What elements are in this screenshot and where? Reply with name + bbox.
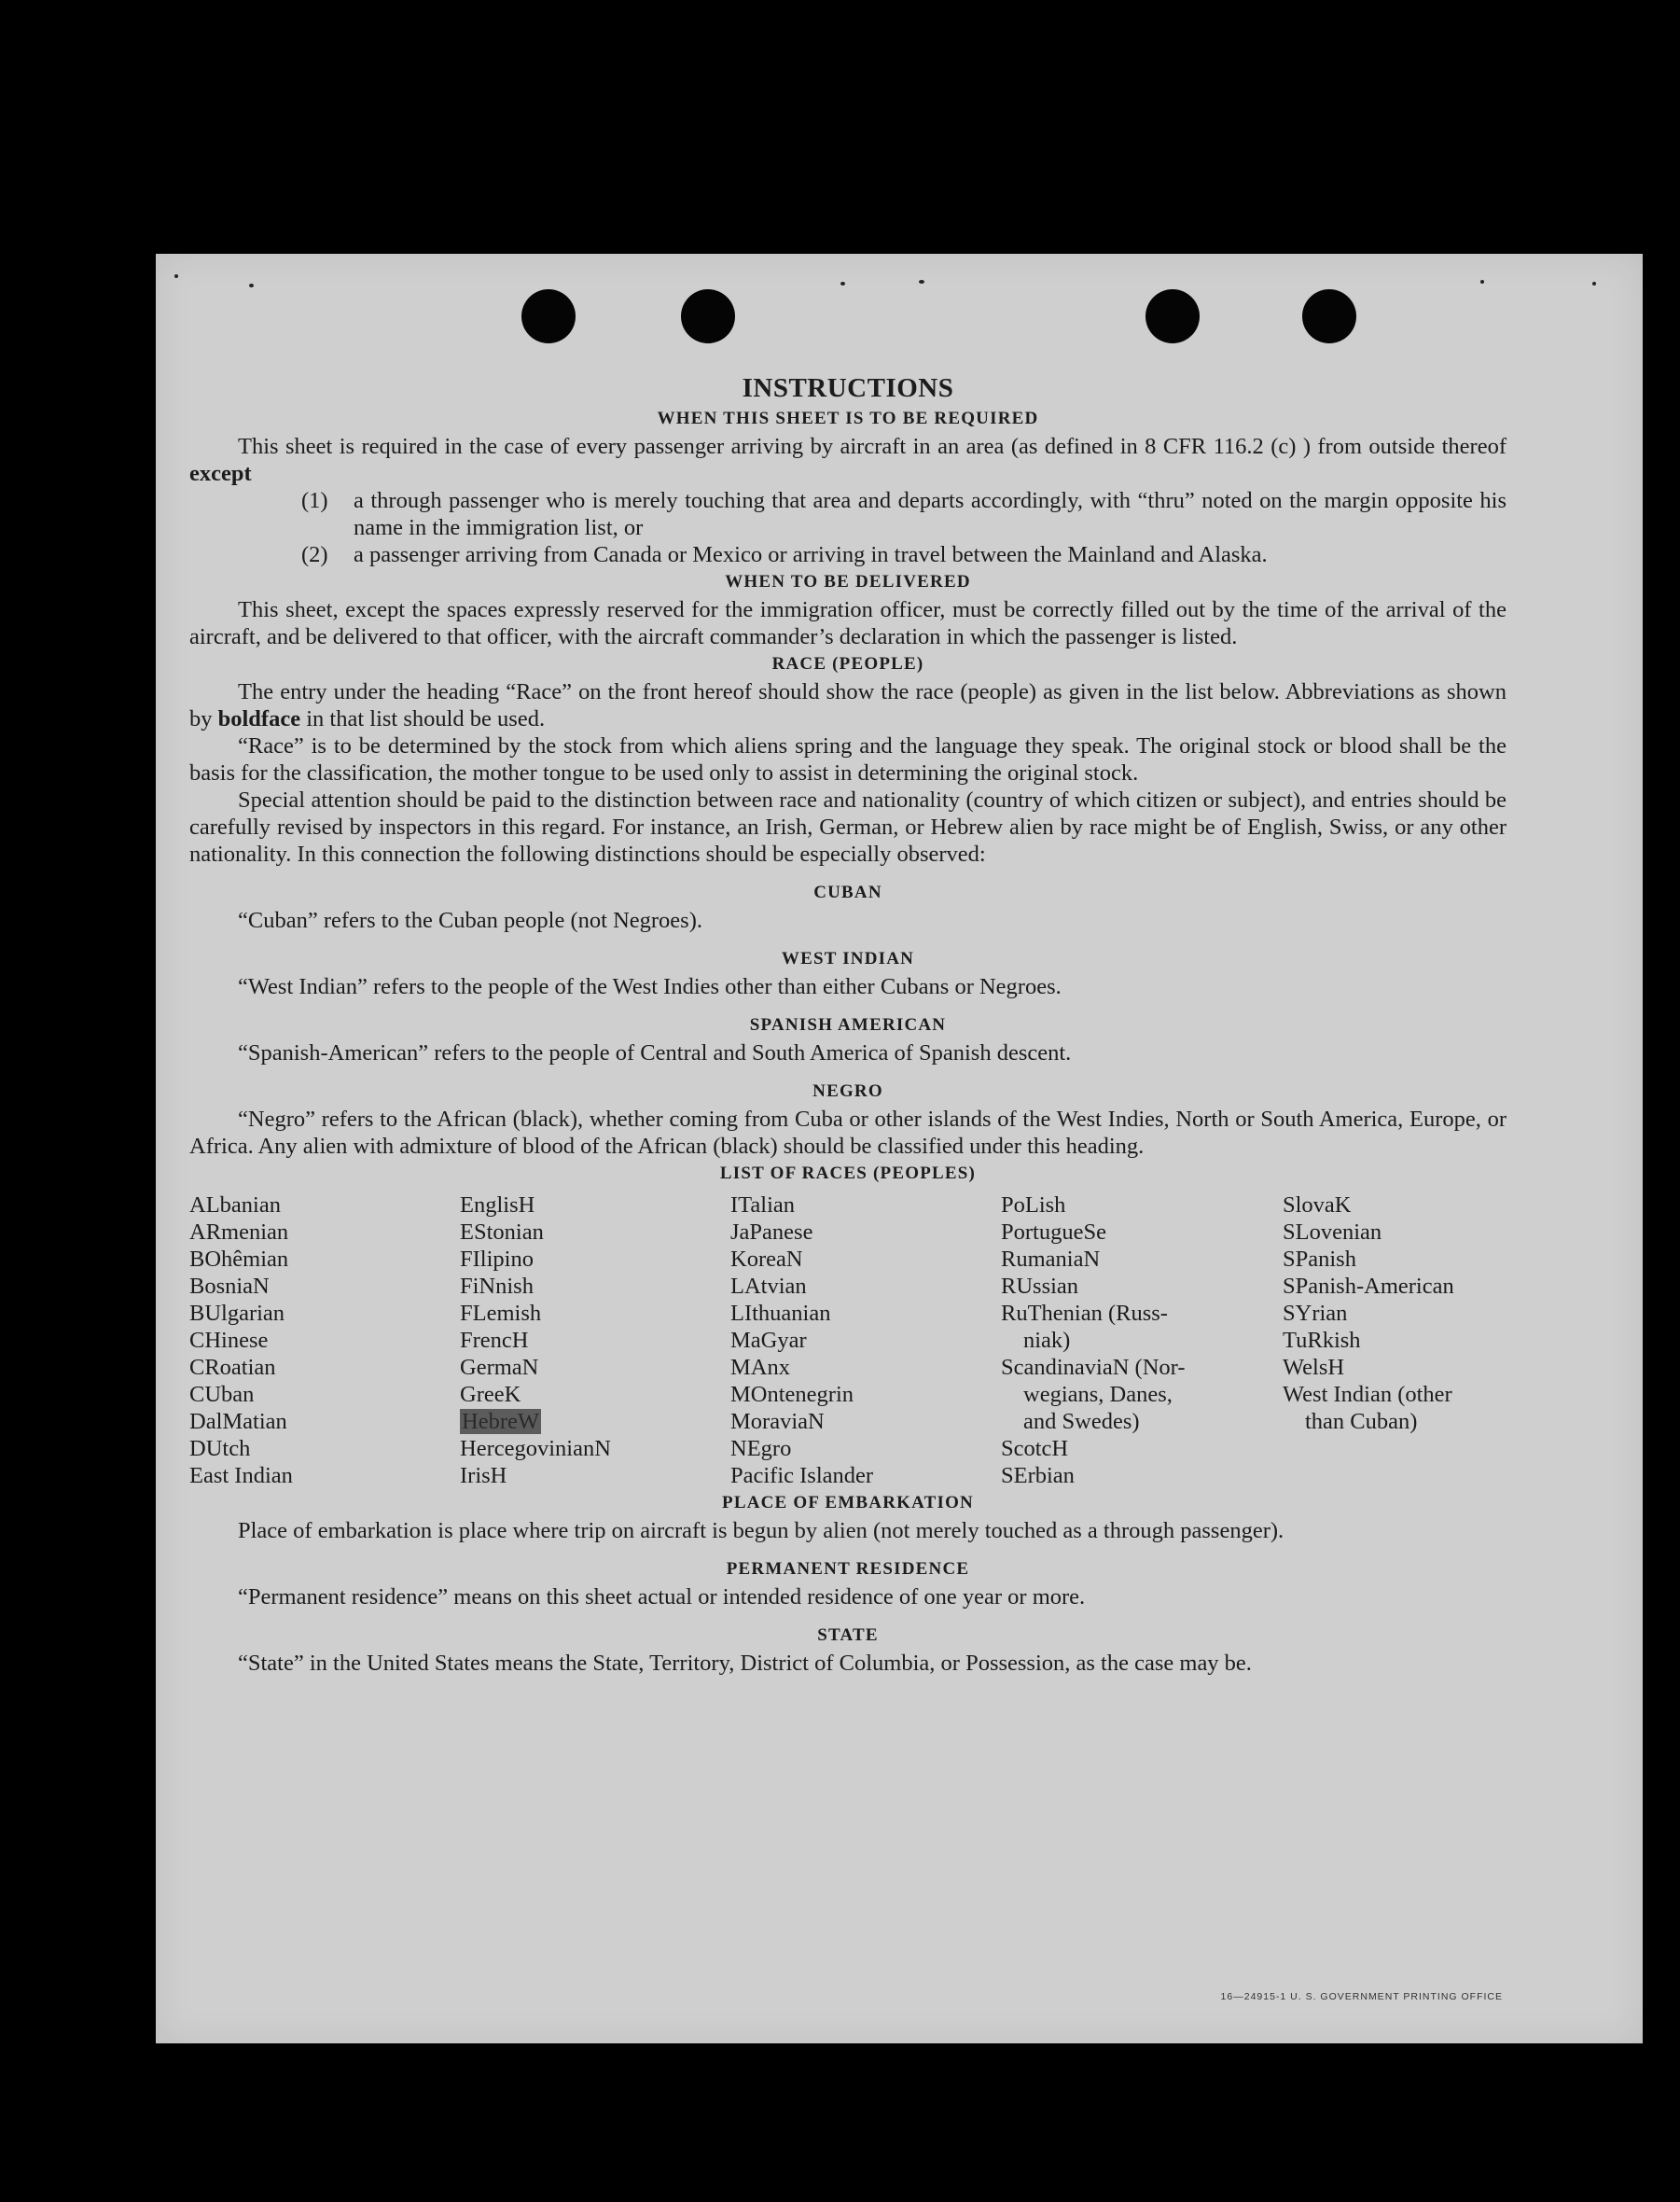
- section-heading: PLACE OF EMBARKATION: [722, 1493, 974, 1512]
- paragraph: “Race” is to be determined by the stock from which aliens spring and the language they speak. The original stock or blood shall be the basis for the classification, the mother tongue to be used only to assist in determining the original stock.: [189, 733, 1506, 786]
- punch-hole: [521, 289, 576, 343]
- item-number: (2): [301, 542, 328, 567]
- race-entry: RumaniaN: [1001, 1247, 1101, 1272]
- speck: [919, 280, 924, 284]
- race-entry: MaGyar: [730, 1328, 807, 1353]
- item-text: a through passenger who is merely touching that area and departs accordingly, with “thru” noted on the margin opposite his name in the immigration list, or: [354, 488, 1506, 540]
- section-heading: CUBAN: [813, 883, 882, 902]
- race-entry: East Indian: [189, 1463, 293, 1488]
- speck: [840, 282, 845, 286]
- paragraph-text: in that list should be used.: [306, 706, 546, 732]
- race-entry: MoraviaN: [730, 1409, 825, 1434]
- race-entry: IrisH: [460, 1463, 507, 1488]
- item-number: (1): [301, 488, 328, 513]
- race-entry: SPanish-American: [1283, 1274, 1454, 1299]
- paragraph: Special attention should be paid to the distinction between race and nationality (country of which citizen or subject), and entries should be carefully revised by inspectors in this regard. For instance, an Irish, German, or Hebrew alien by race might be of English, Swiss, or any other nationality. In this connection the following distinctions should be especially observed:: [189, 787, 1506, 867]
- race-entry: HercegovinianN: [460, 1436, 611, 1461]
- race-entry: DUtch: [189, 1436, 251, 1461]
- speck: [249, 284, 254, 287]
- race-entry: LIthuanian: [730, 1301, 831, 1326]
- race-entry: EStonian: [460, 1219, 544, 1245]
- races-column: [730, 1192, 1001, 1489]
- race-entry: KoreaN: [730, 1247, 803, 1272]
- race-entry: FrencH: [460, 1328, 529, 1353]
- race-entry: HebreW: [462, 1409, 539, 1434]
- race-entry: JaPanese: [730, 1219, 813, 1245]
- section-heading: STATE: [817, 1625, 879, 1645]
- speck: [1480, 280, 1484, 284]
- races-column: [1283, 1192, 1506, 1489]
- race-entry: ScandinaviaN (Nor-: [1001, 1355, 1186, 1380]
- race-entry: West Indian (other: [1283, 1382, 1452, 1407]
- race-entry: FIlipino: [460, 1247, 534, 1272]
- race-entry: ARmenian: [189, 1219, 289, 1245]
- race-entry: Pacific Islander: [730, 1463, 874, 1488]
- race-entry: MOntenegrin: [730, 1382, 854, 1407]
- paragraph: “West Indian” refers to the people of the West Indies other than either Cubans or Negroes.: [238, 974, 1062, 999]
- paragraph: “State” in the United States means the State, Territory, District of Columbia, or Possession, as the case may be.: [238, 1651, 1252, 1676]
- section-heading: WHEN TO BE DELIVERED: [725, 572, 971, 592]
- section-heading: LIST OF RACES (PEOPLES): [719, 1164, 977, 1183]
- section-heading: WEST INDIAN: [781, 949, 915, 969]
- race-entry: EnglisH: [460, 1192, 535, 1218]
- race-entry: DalMatian: [189, 1409, 287, 1434]
- race-entry: SYrian: [1283, 1301, 1348, 1326]
- race-entry: CRoatian: [189, 1355, 276, 1380]
- paragraph: “Negro” refers to the African (black), whether coming from Cuba or other islands of the West Indies, North or South America, Europe, or Africa. Any alien with admixture of blood of the African (black) should be classified under this heading.: [189, 1107, 1506, 1159]
- paragraph: This sheet, except the spaces expressly reserved for the immigration officer, must be correctly filled out by the time of the arrival of the aircraft, and be delivered to that officer, with the aircraft commander’s declaration in which the passenger is listed.: [189, 597, 1506, 649]
- race-entry: CUban: [189, 1382, 255, 1407]
- race-entry: than Cuban): [1305, 1409, 1418, 1434]
- race-entry: ITalian: [730, 1192, 796, 1218]
- paragraph-text: The entry under the heading “Race” on the front hereof should show the race (people) as given in the list below. Abbreviations as shown by: [189, 679, 1506, 732]
- races-column: [460, 1192, 730, 1489]
- paragraph: [189, 678, 1506, 732]
- race-entry: BosniaN: [189, 1274, 270, 1299]
- bold-term: except: [189, 461, 252, 486]
- section-heading: NEGRO: [812, 1081, 883, 1101]
- section-heading: SPANISH AMERICAN: [749, 1015, 947, 1035]
- race-entry: SErbian: [1001, 1463, 1075, 1488]
- race-entry: RUssian: [1001, 1274, 1079, 1299]
- punch-hole: [681, 289, 735, 343]
- race-entry: PortugueSe: [1001, 1219, 1106, 1245]
- item-text: a passenger arriving from Canada or Mexico or arriving in travel between the Mainland and Alaska.: [354, 542, 1268, 567]
- paragraph: “Cuban” refers to the Cuban people (not Negroes).: [238, 908, 702, 933]
- punch-hole: [1145, 289, 1200, 343]
- race-entry: and Swedes): [1023, 1409, 1140, 1434]
- list-item: [189, 541, 1506, 568]
- race-entry: wegians, Danes,: [1023, 1382, 1173, 1407]
- race-entry: FLemish: [460, 1301, 542, 1326]
- race-entry: SPanish: [1283, 1247, 1356, 1272]
- bold-term: boldface: [217, 706, 301, 732]
- printer-imprint: 16—24915-1 U. S. GOVERNMENT PRINTING OFFICE: [1220, 1991, 1503, 2002]
- races-list: [189, 1192, 1506, 1489]
- race-entry: niak): [1023, 1328, 1071, 1353]
- race-entry: ScotcH: [1001, 1436, 1069, 1461]
- race-entry: ALbanian: [189, 1192, 281, 1218]
- section-heading: WHEN THIS SHEET IS TO BE REQUIRED: [657, 409, 1039, 428]
- races-column: [1001, 1192, 1283, 1489]
- race-entry: GermaN: [460, 1355, 539, 1380]
- race-entry: MAnx: [730, 1355, 790, 1380]
- section-heading: PERMANENT RESIDENCE: [726, 1559, 970, 1579]
- paragraph: [189, 433, 1506, 487]
- race-entry: TuRkish: [1283, 1328, 1361, 1353]
- race-entry: LAtvian: [730, 1274, 807, 1299]
- speck: [1592, 282, 1596, 286]
- race-entry: SLovenian: [1283, 1219, 1382, 1245]
- race-entry: BOhêmian: [189, 1247, 289, 1272]
- race-entry: PoLish: [1001, 1192, 1066, 1218]
- section-heading: RACE (PEOPLE): [771, 654, 924, 674]
- paragraph: Place of embarkation is place where trip on aircraft is begun by alien (not merely touched as a through passenger).: [238, 1518, 1284, 1543]
- speck: [174, 274, 178, 278]
- paragraph: “Spanish-American” refers to the people of Central and South America of Spanish descent.: [238, 1040, 1072, 1066]
- punch-hole: [1302, 289, 1356, 343]
- race-entry: SlovaK: [1283, 1192, 1352, 1218]
- list-item: [189, 487, 1506, 541]
- race-entry: FiNnish: [460, 1274, 534, 1299]
- race-entry: WelsH: [1283, 1355, 1345, 1380]
- race-entry: GreeK: [460, 1382, 521, 1407]
- races-column: [189, 1192, 460, 1489]
- paragraph: “Permanent residence” means on this sheet actual or intended residence of one year or more.: [238, 1584, 1086, 1610]
- paragraph-text: This sheet is required in the case of every passenger arriving by aircraft in an area (as defined in 8 CFR 116.2 (c) ) from outside thereof: [238, 434, 1506, 459]
- document-sheet: [156, 254, 1643, 2043]
- race-entry: NEgro: [730, 1436, 792, 1461]
- instructions-content: [189, 371, 1506, 1677]
- race-entry: RuThenian (Russ-: [1001, 1301, 1168, 1326]
- race-entry: BUlgarian: [189, 1301, 285, 1326]
- race-entry: CHinese: [189, 1328, 269, 1353]
- page-title: INSTRUCTIONS: [742, 373, 954, 403]
